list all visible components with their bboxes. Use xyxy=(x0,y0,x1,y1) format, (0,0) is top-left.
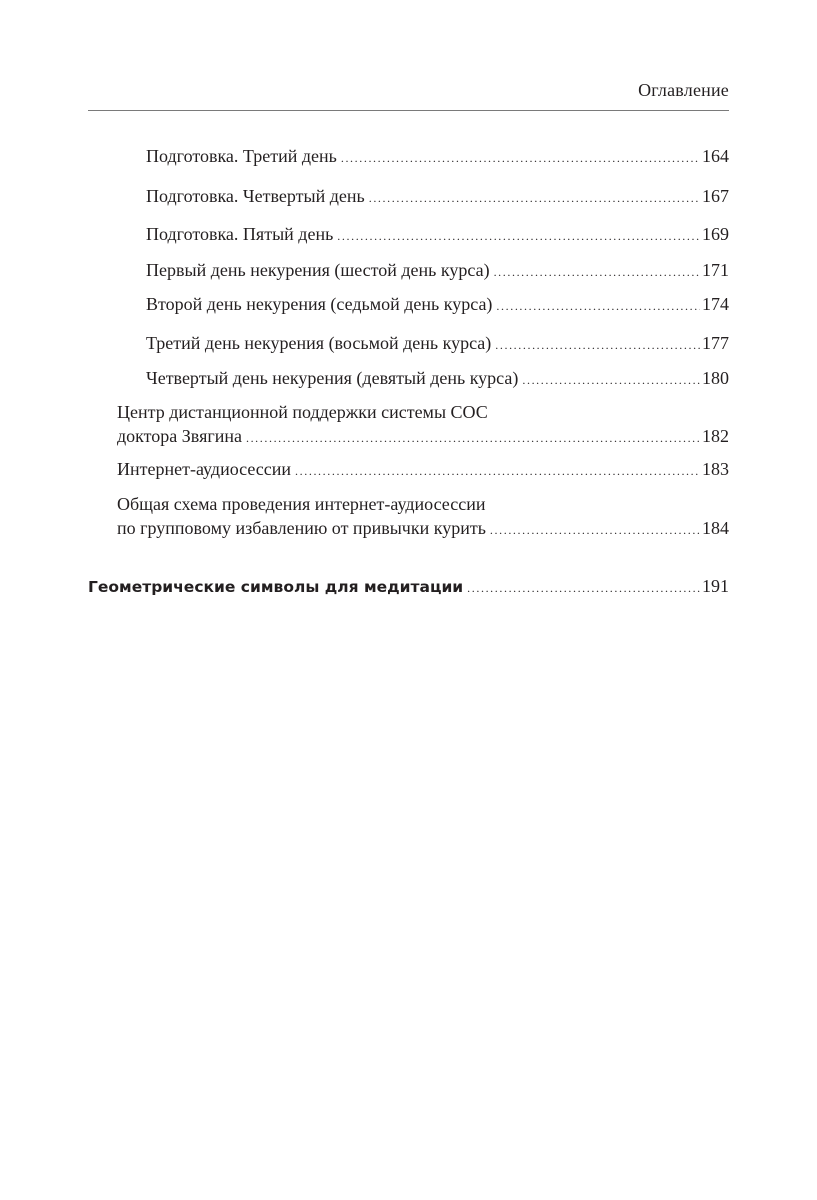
dot-leader xyxy=(369,186,700,210)
dot-leader xyxy=(496,294,700,318)
toc-entry-title: Подготовка. Четвертый день xyxy=(146,186,365,206)
toc-entry[interactable] xyxy=(146,184,729,210)
header-rule xyxy=(88,110,729,111)
toc-entry[interactable] xyxy=(117,400,729,450)
dot-leader xyxy=(337,224,700,248)
toc-page-number: 191 xyxy=(702,576,729,596)
toc-entry-title: по групповому избавлению от привычки курить xyxy=(117,518,486,538)
dot-leader xyxy=(341,146,700,170)
dot-leader xyxy=(467,576,700,600)
toc-entry[interactable] xyxy=(146,222,729,248)
toc-entry-title: доктора Звягина xyxy=(117,426,242,446)
toc-page-number: 184 xyxy=(702,518,729,538)
toc-page-number: 183 xyxy=(702,459,729,479)
toc-page-number: 182 xyxy=(702,426,729,446)
toc-page-number: 174 xyxy=(702,294,729,314)
toc-page-number: 164 xyxy=(702,146,729,166)
toc-chapter-title: Геометрические символы для медитации xyxy=(88,578,464,596)
dot-leader xyxy=(295,459,700,483)
toc-entry-title: Подготовка. Третий день xyxy=(146,146,337,166)
toc-entry-title: Подготовка. Пятый день xyxy=(146,224,334,244)
toc-entry[interactable] xyxy=(146,292,729,318)
toc-entry[interactable] xyxy=(117,492,729,542)
toc-entry-title: Второй день некурения (седьмой день курса) xyxy=(146,294,493,314)
toc-entry-title-line1: Общая схема проведения интернет-аудиосессии xyxy=(117,494,486,514)
dot-leader xyxy=(246,426,700,450)
toc-entry[interactable] xyxy=(146,144,729,170)
toc-entry[interactable] xyxy=(146,258,729,284)
dot-leader xyxy=(522,368,700,392)
toc-entry-title: Первый день некурения (шестой день курса) xyxy=(146,260,490,280)
toc-entry-chapter[interactable] xyxy=(88,574,729,600)
toc-page-number: 169 xyxy=(702,224,729,244)
toc-page-number: 171 xyxy=(702,260,729,280)
toc-entry-title: Четвертый день некурения (девятый день курса) xyxy=(146,368,519,388)
toc-page-number: 167 xyxy=(702,186,729,206)
toc-entry[interactable] xyxy=(117,457,729,483)
toc-entry-title: Третий день некурения (восьмой день курса) xyxy=(146,333,492,353)
toc-entry-title-line1: Центр дистанционной поддержки системы СОС xyxy=(117,402,488,422)
toc-entry[interactable] xyxy=(146,331,729,357)
toc-page-number: 180 xyxy=(702,368,729,388)
toc-entry[interactable] xyxy=(146,366,729,392)
dot-leader xyxy=(490,518,700,542)
dot-leader xyxy=(494,260,700,284)
toc-entry-title: Интернет-аудиосессии xyxy=(117,459,292,479)
running-head: Оглавление xyxy=(638,80,729,100)
toc-page-number: 177 xyxy=(702,333,729,353)
dot-leader xyxy=(495,333,700,357)
